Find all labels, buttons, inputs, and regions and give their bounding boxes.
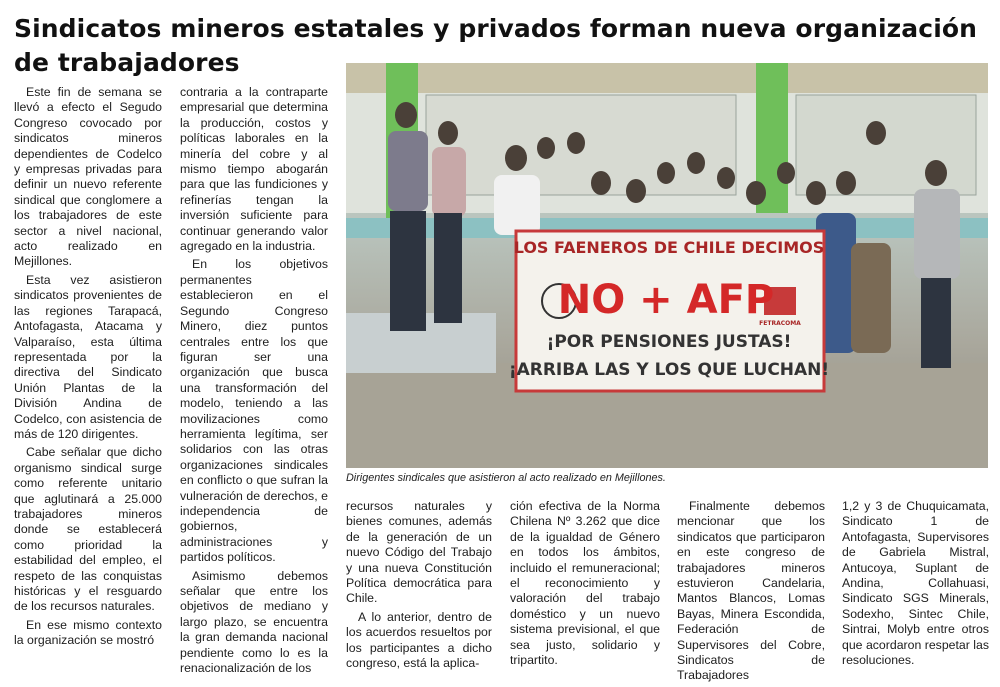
paragraph: contraria a la contraparte empresarial que determina la producción, costos y políticas laborales en la minería del cobre y al mismo tiempo abogarán para que las fundiciones y refinerías tengan la inversión suficiente para continuar generando valor agregado en la industria. <box>180 85 328 254</box>
photo-caption: Dirigentes sindicales que asistieron al acto realizado en Mejillones. <box>346 472 666 484</box>
paragraph: Finalmente debemos mencionar que los sindicatos que participaron en este congreso de trabajadores mineros estuvieron Candelaria, Mantos Blancos, Lomas Bayas, Minera Escondida, Federación de Supervisores del Cobre, Sindicatos de Trabajadores <box>677 499 825 683</box>
article-column-4 <box>510 499 660 671</box>
photo-union-leaders <box>346 63 988 468</box>
banner-line-2: NO + AFP <box>557 277 775 323</box>
banner-line-4: ¡ARRIBA LAS Y LOS QUE LUCHAN! <box>508 360 830 380</box>
paragraph: 1,2 y 3 de Chuquicamata, Sindicato 1 de Antofagasta, Supervisores de Gabriela Mistral, Antucoya, Suplant de Andina, Collahuasi, Sindicato SGS Minerals, Sodexho, Sintec Chile, Sintrai, Molyb entre otros que acordaron respetar las resoluciones. <box>842 499 989 668</box>
banner-logo-text: FETRACOMA <box>759 320 801 327</box>
banner-line-3: ¡POR PENSIONES JUSTAS! <box>546 332 792 352</box>
banner-line-1: LOS FAENEROS DE CHILE DECIMOS <box>513 238 825 257</box>
article-column-1 <box>14 85 162 652</box>
paragraph: ción efectiva de la Norma Chilena Nº 3.262 que dice de la igualdad de Género en todos los ámbitos, incluido el remuneracional; el reconocimiento y valoración del trabajo doméstico y un nuevo sistema previsional, el que sea justo, solidario y tripartito. <box>510 499 660 668</box>
article-column-2 <box>180 85 328 679</box>
paragraph: Asimismo debemos señalar que entre los objetivos de mediano y largo plazo, se encuentra la gran demanda nacional pendiente como lo es la renacionalización de los <box>180 568 328 676</box>
paragraph: En ese mismo contexto la organización se mostró <box>14 617 162 648</box>
paragraph: Esta vez asistieron sindicatos provenientes de las regiones Tarapacá, Antofagasta, Atacama y Valparaíso, esta última representada por la directiva del Sindicato Unión Plantas de la División Andina de Codelco, con asistencia de más de 120 dirigentes. <box>14 272 162 441</box>
paragraph: En los objetivos permanentes establecieron en el Segundo Congreso Minero, diez puntos centrales entre los que figuran ser una organización que busca una transformación del modelo, teniendo a las movilizaciones como herramienta legítima, ser solidarios con las otras organizaciones sindicales en conflicto o que sufran la vulneración de derechos, e independencia de gobiernos, administraciones y partidos políticos. <box>180 257 328 565</box>
article-column-3 <box>346 499 492 674</box>
paragraph: Este fin de semana se llevó a efecto el Segudo Congreso covocado por sindicatos mineros dependientes de Codelco y empresas privadas para definir un nuevo referente sindical que conglomere a los trabajadores de este sector a nivel nacional, acto realizado en Mejillones. <box>14 85 162 269</box>
article-column-6 <box>842 499 989 671</box>
headline: Sindicatos mineros estatales y privados forman nueva organización de trabajadores <box>14 14 978 77</box>
paragraph: A lo anterior, dentro de los acuerdos resueltos por los participantes a dicho congreso, está la aplica- <box>346 609 492 671</box>
group-photo-illustration <box>346 63 988 468</box>
article-column-5 <box>677 499 825 687</box>
paragraph: Cabe señalar que dicho organismo sindical surge como referente unitario que aglutinará a 25.000 trabajadores mineros donde se establecerá como prioridad la estabilidad del empleo, el respeto de las conquistas históricas y el resguardo de los recursos naturales. <box>14 445 162 614</box>
paragraph: recursos naturales y bienes comunes, además de la generación de un nuevo Código del Trabajo y una nueva Constitución Política democrática para Chile. <box>346 499 492 606</box>
